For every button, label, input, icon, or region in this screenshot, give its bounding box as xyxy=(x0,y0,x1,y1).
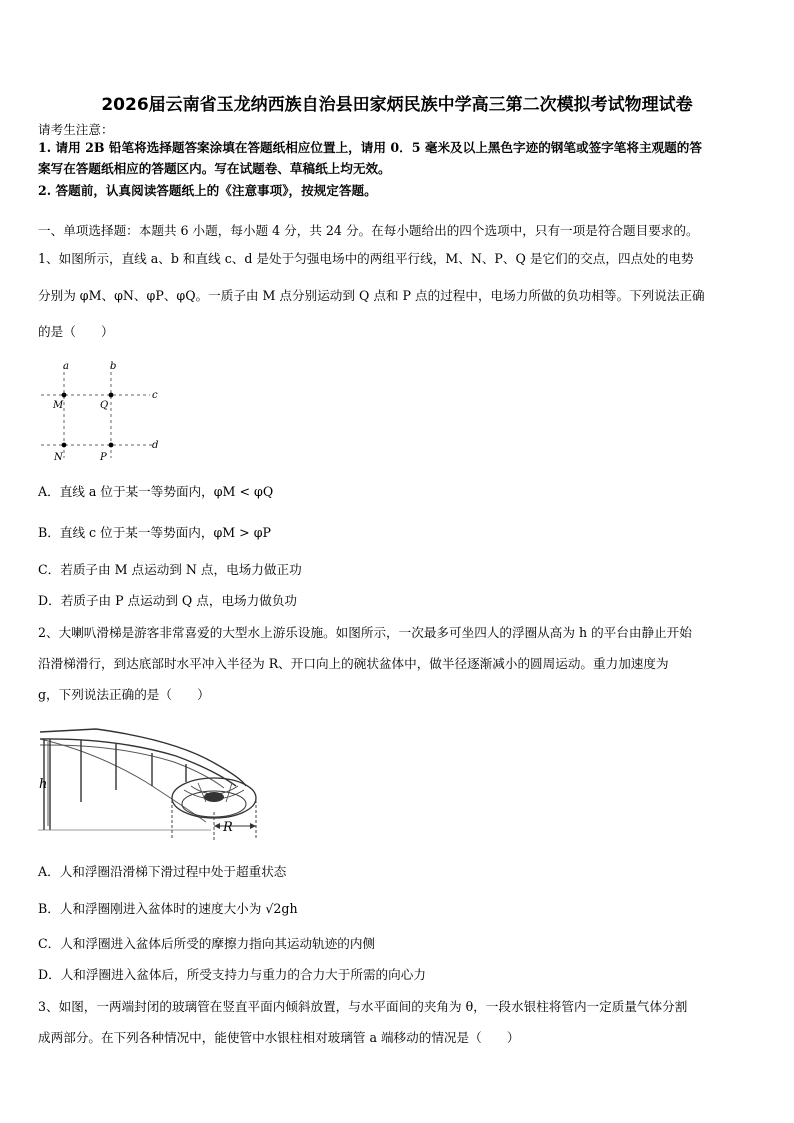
notice-item-1b: 案写在答题纸相应的答题区内。写在试题卷、草稿纸上均无效。 xyxy=(38,161,391,176)
notice-heading: 请考生注意： xyxy=(38,122,114,137)
q1-option-a: A．直线 a 位于某一等势面内，φM < φQ xyxy=(38,484,274,499)
q1-line-3: 的是（ ） xyxy=(38,324,114,339)
q1-line-1: 1、如图所示，直线 a、b 和直线 c、d 是处于匀强电场中的两组平行线，M、N、P、Q 是它们的交点，四点处的电势 xyxy=(38,251,694,266)
q3-line-1: 3、如图，一两端封闭的玻璃管在竖直平面内倾斜放置，与水平面间的夹角为 θ，一段水银柱将管内一定质量气体分割 xyxy=(38,999,688,1014)
notice-item-2: 2. 答题前，认真阅读答题纸上的《注意事项》，按规定答题。 xyxy=(38,183,377,198)
label-c: c xyxy=(152,390,158,401)
q2-option-c: C．人和浮圈进入盆体后所受的摩擦力指向其运动轨迹的内侧 xyxy=(38,936,376,951)
q2-line-2: 沿滑梯滑行，到达底部时水平冲入半径为 R、开口向上的碗状盆体中，做半径逐渐减小的圆周运动。重力加速度为 xyxy=(38,656,669,671)
label-p: P xyxy=(100,452,107,463)
q1-option-c: C．若质子由 M 点运动到 N 点，电场力做正功 xyxy=(38,562,302,577)
q2-line-1: 2、大喇叭滑梯是游客非常喜爱的大型水上游乐设施。如图所示，一次最多可坐四人的浮圈从高为 h 的平台由静止开始 xyxy=(38,625,692,640)
q2-figure xyxy=(36,712,266,840)
q2-option-a: A．人和浮圈沿滑梯下滑过程中处于超重状态 xyxy=(38,864,287,879)
label-d: d xyxy=(152,440,159,451)
point-q xyxy=(109,393,114,398)
q1-option-b: B．直线 c 位于某一等势面内，φM > φP xyxy=(38,525,272,540)
section-heading: 一、单项选择题：本题共 6 小题，每小题 4 分，共 24 分。在每小题给出的四个选项中，只有一项是符合题目要求的。 xyxy=(38,223,699,238)
q1-option-d: D．若质子由 P 点运动到 Q 点，电场力做负功 xyxy=(38,593,298,608)
q2-line-3: g，下列说法正确的是（ ） xyxy=(38,687,210,702)
q1-line-2: 分别为 φM、φN、φP、φQ。一质子由 M 点分别运动到 Q 点和 P 点的过程中，电场力所做的负功相等。下列说法正确 xyxy=(38,288,705,303)
notice-item-1a: 1. 请用 2B 铅笔将选择题答案涂填在答题纸相应位置上，请用 0．5 毫米及以上黑色字迹的钢笔或签字笔将主观题的答 xyxy=(38,140,702,155)
q1-figure xyxy=(38,356,168,466)
q2-option-d: D．人和浮圈进入盆体后，所受支持力与重力的合力大于所需的向心力 xyxy=(38,967,426,982)
q2-option-b: B．人和浮圈刚进入盆体时的速度大小为 √2gh xyxy=(38,901,298,916)
point-m xyxy=(62,393,67,398)
label-q: Q xyxy=(100,400,109,411)
point-p xyxy=(109,443,114,448)
q3-line-2: 成两部分。在下列各种情况中，能使管中水银柱相对玻璃管 a 端移动的情况是（ ） xyxy=(38,1030,520,1045)
label-n: N xyxy=(54,452,63,463)
label-m: M xyxy=(53,400,64,411)
label-r: R xyxy=(223,820,233,835)
page-title: 2026届云南省玉龙纳西族自治县田家炳民族中学高三第二次模拟考试物理试卷 xyxy=(101,95,693,115)
label-a: a xyxy=(63,361,69,372)
label-h: h xyxy=(39,777,48,792)
label-b: b xyxy=(110,361,117,372)
point-n xyxy=(62,443,67,448)
